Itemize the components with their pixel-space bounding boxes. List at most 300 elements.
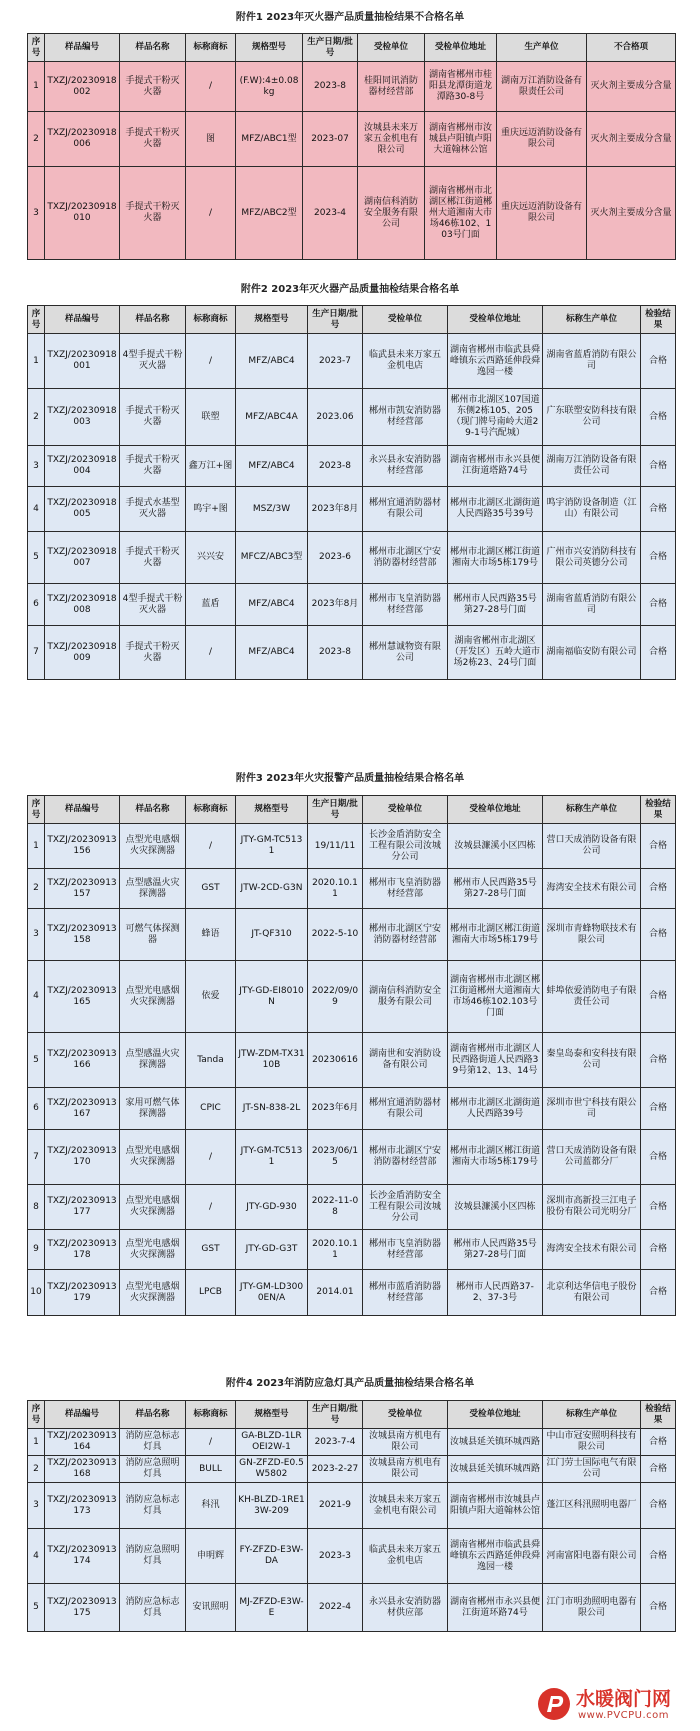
table-header — [28, 306, 676, 334]
table-row — [28, 487, 676, 532]
table-cell: 图 — [186, 112, 236, 167]
table-cell: 消防应急照明灯具 — [120, 1529, 186, 1584]
table-cell: 灭火剂主要成分含量 — [587, 112, 676, 167]
table-cell: 合格 — [641, 584, 676, 626]
table-cell: 灭火剂主要成分含量 — [587, 167, 676, 260]
table-cell: MFZ/ABC4 — [236, 584, 308, 626]
table-cell: 消防应急标志灯具 — [120, 1483, 186, 1529]
table-cell: 鸣宇+图 — [186, 487, 236, 532]
table-cell: TXZJ/20230918006 — [45, 112, 120, 167]
table-cell: / — [186, 334, 236, 389]
column-header: 样品编号 — [45, 306, 120, 334]
table-cell: 重庆远迈消防设备有限公司 — [497, 167, 587, 260]
table-cell: 3 — [28, 446, 45, 487]
table-row — [28, 1230, 676, 1270]
column-header: 标称生产单位 — [543, 1401, 641, 1429]
table-row — [28, 1429, 676, 1456]
table-cell: 手提式干粉灭火器 — [120, 626, 186, 680]
table-cell: 手提式干粉灭火器 — [120, 62, 186, 112]
table-cell: 手提式干粉灭火器 — [120, 167, 186, 260]
table-cell: KH-BLZD-1RE13W-209 — [236, 1483, 308, 1529]
table-cell: 湖南福临安防有限公司 — [543, 626, 641, 680]
table-cell: 合格 — [641, 389, 676, 446]
table-cell: 2023-8 — [303, 62, 358, 112]
table-cell: 消防应急标志灯具 — [120, 1429, 186, 1456]
table-cell: TXZJ/20230918007 — [45, 532, 120, 584]
watermark-site-url: www.PVCPU.com — [578, 1710, 670, 1721]
table-cell: 合格 — [641, 334, 676, 389]
table-cell: 郴州市飞皇消防器材经营部 — [363, 584, 448, 626]
table-cell: 2022-4 — [308, 1584, 363, 1632]
table-1-title: 附件1 2023年灭火器产品质量抽检结果不合格名单 — [235, 12, 465, 23]
table-cell: 安讯照明 — [186, 1584, 236, 1632]
table-cell: 重庆远迈消防设备有限公司 — [497, 112, 587, 167]
table-cell: TXZJ/20230913179 — [45, 1270, 120, 1316]
table-1-unqualified — [27, 33, 676, 260]
column-header: 检验结果 — [641, 796, 676, 824]
table-cell: 合格 — [641, 626, 676, 680]
table-row — [28, 1584, 676, 1632]
table-cell: 郴州市飞皇消防器材经营部 — [363, 869, 448, 909]
table-cell: 合格 — [641, 1483, 676, 1529]
column-header: 标称商标 — [186, 796, 236, 824]
table-cell: 湖南省郴州市汝城县卢阳镇卢阳大道翰林公馆 — [448, 1483, 543, 1529]
table-cell: 汝城县延关镇环城西路 — [448, 1429, 543, 1456]
table-cell: 湖南省郴州市临武县舜峰镇东云西路延伸段舜逸园一楼 — [448, 334, 543, 389]
table-cell: 8 — [28, 1185, 45, 1230]
table-cell: 10 — [28, 1270, 45, 1316]
table-cell: 6 — [28, 584, 45, 626]
table-cell: 4型手提式干粉灭火器 — [120, 334, 186, 389]
table-cell: 湖南省蓝盾消防有限公司 — [543, 584, 641, 626]
table-cell: 合格 — [641, 824, 676, 869]
table-cell: 蓬江区科汛照明电器厂 — [543, 1483, 641, 1529]
table-cell: 合格 — [641, 1130, 676, 1185]
watermark-site-name: 水暖阀门网 — [576, 1688, 672, 1710]
table-cell: 临武县未来万家五金机电店 — [363, 1529, 448, 1584]
table-cell: 合格 — [641, 532, 676, 584]
column-header: 标称商标 — [186, 34, 236, 62]
table-row — [28, 1529, 676, 1584]
table-cell: 2023年8月 — [308, 487, 363, 532]
column-header: 检验结果 — [641, 1401, 676, 1429]
column-header: 受检单位 — [363, 796, 448, 824]
table-cell: JT-SN-838-2L — [236, 1088, 308, 1130]
table-cell: 郴州市蓝盾消防器材经营部 — [363, 1270, 448, 1316]
table-cell: 4 — [28, 961, 45, 1033]
table-cell: 永兴县永安消防器材经营部 — [363, 446, 448, 487]
table-cell: GST — [186, 1230, 236, 1270]
table-cell: 2023年6月 — [308, 1088, 363, 1130]
table-cell: MFZ/ABC4 — [236, 626, 308, 680]
table-cell: (F.W):4±0.08kg — [236, 62, 303, 112]
table-cell: 汝城县濂溪小区四栋 — [448, 1185, 543, 1230]
table-cell: JTY-GM-LD3000EN/A — [236, 1270, 308, 1316]
table-cell: 广东联塑安防科技有限公司 — [543, 389, 641, 446]
table-row — [28, 1130, 676, 1185]
table-cell: FY-ZFZD-E3W-DA — [236, 1529, 308, 1584]
column-header: 受检单位地址 — [448, 796, 543, 824]
column-header: 检验结果 — [641, 306, 676, 334]
column-header: 样品编号 — [45, 34, 120, 62]
table-cell: 湖南省郴州市北湖区郴江街道郴州大道湘南大市场46栋102.103号门面 — [448, 961, 543, 1033]
table-cell: 郴州市北湖区北湖街道人民西路35号39号 — [448, 487, 543, 532]
table-cell: BULL — [186, 1456, 236, 1483]
table-cell: 2023-3 — [308, 1529, 363, 1584]
table-cell: 合格 — [641, 1584, 676, 1632]
table-cell: TXZJ/20230913166 — [45, 1033, 120, 1088]
table-cell: 永兴县永安消防器材供应部 — [363, 1584, 448, 1632]
table-cell: 湖南世和安消防设备有限公司 — [363, 1033, 448, 1088]
table-cell: 手提式干粉灭火器 — [120, 446, 186, 487]
table-cell: 汝城县未来万家五金机电有限公司 — [363, 1483, 448, 1529]
table-4-emergency-lights — [27, 1400, 676, 1632]
table-cell: 郴州市人民西路35号第27-28号门面 — [448, 584, 543, 626]
table-cell: 湖南省郴州市永兴县便江街道塔路74号 — [448, 446, 543, 487]
table-cell: 4型手提式干粉灭火器 — [120, 584, 186, 626]
table-cell: JTW-2CD-G3N — [236, 869, 308, 909]
table-cell: 湖南省蓝盾消防有限公司 — [543, 334, 641, 389]
table-cell: 深圳市高新投三江电子股份有限公司光明分厂 — [543, 1185, 641, 1230]
table-cell: TXZJ/20230918008 — [45, 584, 120, 626]
table-cell: 2020.10.11 — [308, 869, 363, 909]
table-cell: 2023-07 — [303, 112, 358, 167]
table-cell: 手提式干粉灭火器 — [120, 389, 186, 446]
table-cell: / — [186, 167, 236, 260]
table-cell: JTY-GD-G3T — [236, 1230, 308, 1270]
table-cell: 鸣宇消防设备制造（江山）有限公司 — [543, 487, 641, 532]
column-header: 标称商标 — [186, 306, 236, 334]
column-header: 规格型号 — [236, 306, 308, 334]
table-cell: 家用可燃气体探测器 — [120, 1088, 186, 1130]
table-cell: TXZJ/20230913173 — [45, 1483, 120, 1529]
table-cell: 2023.06 — [308, 389, 363, 446]
table-cell: MFCZ/ABC3型 — [236, 532, 308, 584]
column-header: 标称生产单位 — [543, 796, 641, 824]
column-header: 不合格项 — [587, 34, 676, 62]
table-cell: / — [186, 824, 236, 869]
table-cell: 郴州市北湖区北湖街道人民西路39号 — [448, 1088, 543, 1130]
table-cell: 郴州市飞皇消防器材经营部 — [363, 1230, 448, 1270]
table-cell: 2023-8 — [308, 446, 363, 487]
column-header: 规格型号 — [236, 34, 303, 62]
table-cell: 营口天成消防设备有限公司蓝都分厂 — [543, 1130, 641, 1185]
table-cell: / — [186, 626, 236, 680]
table-row — [28, 62, 676, 112]
column-header: 样品编号 — [45, 1401, 120, 1429]
table-cell: 北京利达华信电子股份有限公司 — [543, 1270, 641, 1316]
table-cell: TXZJ/20230918001 — [45, 334, 120, 389]
table-cell: LPCB — [186, 1270, 236, 1316]
table-cell: 郴州市凯安消防器材经营部 — [363, 389, 448, 446]
table-cell: TXZJ/20230913178 — [45, 1230, 120, 1270]
table-cell: 湖南万江消防设备有限责任公司 — [497, 62, 587, 112]
table-cell: 依爱 — [186, 961, 236, 1033]
table-cell: 2 — [28, 112, 45, 167]
table-cell: 9 — [28, 1230, 45, 1270]
table-cell: 郴州宜通消防器材有限公司 — [363, 1088, 448, 1130]
table-cell: 2022-11-08 — [308, 1185, 363, 1230]
column-header: 序号 — [28, 1401, 45, 1429]
table-cell: 3 — [28, 1483, 45, 1529]
table-cell: TXZJ/20230913170 — [45, 1130, 120, 1185]
table-cell: 长沙金盾消防安全工程有限公司汝城分公司 — [363, 1185, 448, 1230]
table-cell: GN-ZFZD-E0.5W5802 — [236, 1456, 308, 1483]
table-3-fire-alarms — [27, 795, 676, 1316]
table-cell: 2022/09/09 — [308, 961, 363, 1033]
table-cell: 湖南省郴州市北湖区郴江街道郴州大道湘南大市场46栋102、103号门面 — [425, 167, 497, 260]
table-cell: 2023-7 — [308, 334, 363, 389]
table-cell: 19/11/11 — [308, 824, 363, 869]
table-row — [28, 626, 676, 680]
table-cell: 广州市兴安消防科技有限公司英德分公司 — [543, 532, 641, 584]
table-cell: / — [186, 62, 236, 112]
column-header: 标称生产单位 — [543, 306, 641, 334]
table-cell: 点型光电感烟火灾探测器 — [120, 1230, 186, 1270]
table-row — [28, 1185, 676, 1230]
table-cell: MFZ/ABC4A — [236, 389, 308, 446]
column-header: 受检单位地址 — [425, 34, 497, 62]
table-cell: MFZ/ABC2型 — [236, 167, 303, 260]
table-cell: 1 — [28, 1429, 45, 1456]
table-cell: 2023-2-27 — [308, 1456, 363, 1483]
table-cell: TXZJ/20230918003 — [45, 389, 120, 446]
column-header: 生产单位 — [497, 34, 587, 62]
table-row — [28, 909, 676, 961]
table-cell: 合格 — [641, 1270, 676, 1316]
table-cell: 湖南省郴州市临武县舜峰镇东云西路延伸段舜逸园一楼 — [448, 1529, 543, 1584]
table-cell: 2021-9 — [308, 1483, 363, 1529]
table-cell: 郴州慧诚物资有限公司 — [363, 626, 448, 680]
table-cell: 营口天成消防设备有限公司 — [543, 824, 641, 869]
table-cell: 河南富阳电器有限公司 — [543, 1529, 641, 1584]
table-cell: 郴州市北湖区宁安消防器材经营部 — [363, 1130, 448, 1185]
column-header: 受检单位 — [363, 1401, 448, 1429]
table-cell: 20230616 — [308, 1033, 363, 1088]
table-cell: TXZJ/20230913174 — [45, 1529, 120, 1584]
table-cell: TXZJ/20230918004 — [45, 446, 120, 487]
table-cell: 点型光电感烟火灾探测器 — [120, 1270, 186, 1316]
table-row — [28, 961, 676, 1033]
table-cell: 合格 — [641, 1088, 676, 1130]
table-cell: TXZJ/20230913165 — [45, 961, 120, 1033]
table-cell: 郴州宜通消防器材有限公司 — [363, 487, 448, 532]
table-cell: 联塑 — [186, 389, 236, 446]
table-cell: TXZJ/20230918005 — [45, 487, 120, 532]
table-row — [28, 869, 676, 909]
table-cell: 2 — [28, 1456, 45, 1483]
table-row — [28, 389, 676, 446]
table-cell: 合格 — [641, 1529, 676, 1584]
table-row — [28, 1456, 676, 1483]
table-cell: 点型感温火灾探测器 — [120, 1033, 186, 1088]
table-cell: 合格 — [641, 1230, 676, 1270]
table-cell: TXZJ/20230913156 — [45, 824, 120, 869]
table-cell: 手提式干粉灭火器 — [120, 112, 186, 167]
column-header: 序号 — [28, 34, 45, 62]
table-cell: 6 — [28, 1088, 45, 1130]
column-header: 样品名称 — [120, 34, 186, 62]
table-cell: TXZJ/20230913177 — [45, 1185, 120, 1230]
table-cell: Tanda — [186, 1033, 236, 1088]
table-cell: 1 — [28, 334, 45, 389]
table-cell: 湖南省郴州市汝城县卢阳镇卢阳大道翰林公馆 — [425, 112, 497, 167]
table-cell: 2 — [28, 389, 45, 446]
table-cell: 2023-8 — [308, 626, 363, 680]
table-cell: JT-QF310 — [236, 909, 308, 961]
table-cell: 5 — [28, 532, 45, 584]
table-cell: 点型光电感烟火灾探测器 — [120, 1130, 186, 1185]
table-cell: 合格 — [641, 1429, 676, 1456]
table-2-title: 附件2 2023年灭火器产品质量抽检结果合格名单 — [240, 284, 460, 295]
table-cell: 合格 — [641, 1456, 676, 1483]
table-cell: 海湾安全技术有限公司 — [543, 869, 641, 909]
table-cell: GA-BLZD-1LROEI2W-1 — [236, 1429, 308, 1456]
table-cell: 手提式干粉灭火器 — [120, 532, 186, 584]
table-cell: 郴州市北湖区宁安消防器材经营部 — [363, 532, 448, 584]
table-cell: 郴州市人民西路35号第27-28号门面 — [448, 1230, 543, 1270]
table-3-title: 附件3 2023年火灾报警产品质量抽检结果合格名单 — [235, 773, 465, 784]
table-cell: MSZ/3W — [236, 487, 308, 532]
table-cell: JTW-ZDM-TX3110B — [236, 1033, 308, 1088]
table-cell: JTY-GM-TC5131 — [236, 824, 308, 869]
table-cell: 汝城县延关镇环城西路 — [448, 1456, 543, 1483]
table-2-fire-extinguishers — [27, 305, 676, 680]
table-cell: 桂阳同讯消防器材经营部 — [358, 62, 425, 112]
table-cell: 郴州市人民西路35号第27-28号门面 — [448, 869, 543, 909]
table-cell: 合格 — [641, 869, 676, 909]
table-cell: TXZJ/20230913167 — [45, 1088, 120, 1130]
table-cell: 湖南省郴州市桂阳县龙潭街道龙潭路30-8号 — [425, 62, 497, 112]
column-header: 生产日期/批号 — [308, 796, 363, 824]
table-cell: 2022-5-10 — [308, 909, 363, 961]
table-header — [28, 34, 676, 62]
table-cell: MJ-ZFZD-E3W-E — [236, 1584, 308, 1632]
table-cell: 长沙金盾消防安全工程有限公司汝城分公司 — [363, 824, 448, 869]
table-cell: 郴州市北湖区107国道东侧2栋105、205（现门牌号南岭大道29-1号汽配城） — [448, 389, 543, 446]
table-cell: 2023-4 — [303, 167, 358, 260]
column-header: 标称商标 — [186, 1401, 236, 1429]
table-cell: 3 — [28, 167, 45, 260]
table-cell: 合格 — [641, 1185, 676, 1230]
table-cell: 灭火剂主要成分含量 — [587, 62, 676, 112]
column-header: 序号 — [28, 796, 45, 824]
table-cell: 点型光电感烟火灾探测器 — [120, 961, 186, 1033]
table-cell: 点型光电感烟火灾探测器 — [120, 1185, 186, 1230]
table-cell: 蓝盾 — [186, 584, 236, 626]
table-cell: 2023-7-4 — [308, 1429, 363, 1456]
table-cell: 汝城县南方机电有限公司 — [363, 1456, 448, 1483]
column-header: 受检单位地址 — [448, 1401, 543, 1429]
watermark — [536, 1682, 696, 1728]
table-cell: 点型感温火灾探测器 — [120, 869, 186, 909]
table-cell: JTY-GM-TC5131 — [236, 1130, 308, 1185]
table-cell: 蜂语 — [186, 909, 236, 961]
table-cell: 2 — [28, 869, 45, 909]
column-header: 序号 — [28, 306, 45, 334]
table-cell: JTY-GD-EI8010N — [236, 961, 308, 1033]
table-cell: 蚌埠依爱消防电子有限责任公司 — [543, 961, 641, 1033]
table-cell: 江门市明劲照明电器有限公司 — [543, 1584, 641, 1632]
table-cell: MFZ/ABC4 — [236, 446, 308, 487]
table-cell: 合格 — [641, 1033, 676, 1088]
table-cell: 郴州市北湖区郴江街道湘南大市场5栋179号 — [448, 909, 543, 961]
table-cell: 鑫万江+图 — [186, 446, 236, 487]
table-cell: GST — [186, 869, 236, 909]
column-header: 规格型号 — [236, 1401, 308, 1429]
table-cell: / — [186, 1185, 236, 1230]
table-cell: 湖南省郴州市北湖区（开发区）五岭大道市场2栋23、24号门面 — [448, 626, 543, 680]
column-header: 样品编号 — [45, 796, 120, 824]
table-cell: 湖南万江消防设备有限责任公司 — [543, 446, 641, 487]
column-header: 受检单位 — [358, 34, 425, 62]
table-cell: 兴兴安 — [186, 532, 236, 584]
table-cell: 深圳市世宁科技有限公司 — [543, 1088, 641, 1130]
table-cell: 4 — [28, 1529, 45, 1584]
table-cell: TXZJ/20230918010 — [45, 167, 120, 260]
table-cell: 消防应急照明灯具 — [120, 1456, 186, 1483]
table-cell: 中山市冠安照明科技有限公司 — [543, 1429, 641, 1456]
table-cell: 点型光电感烟火灾探测器 — [120, 824, 186, 869]
table-4-title: 附件4 2023年消防应急灯具产品质量抽检结果合格名单 — [225, 1378, 475, 1389]
table-cell: 汝城县濂溪小区四栋 — [448, 824, 543, 869]
table-cell: 2023-6 — [308, 532, 363, 584]
table-cell: 2023年8月 — [308, 584, 363, 626]
table-cell: TXZJ/20230913168 — [45, 1456, 120, 1483]
table-cell: TXZJ/20230913157 — [45, 869, 120, 909]
table-cell: CPIC — [186, 1088, 236, 1130]
table-cell: 1 — [28, 824, 45, 869]
table-cell: 2014.01 — [308, 1270, 363, 1316]
column-header: 生产日期/批号 — [308, 306, 363, 334]
table-cell: 7 — [28, 626, 45, 680]
table-cell: 湖南信科消防安全服务有限公司 — [363, 961, 448, 1033]
column-header: 受检单位地址 — [448, 306, 543, 334]
table-cell: 汝城县未来万家五金机电有限公司 — [358, 112, 425, 167]
table-row — [28, 167, 676, 260]
table-row — [28, 446, 676, 487]
table-cell: 4 — [28, 487, 45, 532]
table-header — [28, 1401, 676, 1429]
column-header: 生产日期/批号 — [303, 34, 358, 62]
table-cell: JTY-GD-930 — [236, 1185, 308, 1230]
table-row — [28, 112, 676, 167]
table-row — [28, 532, 676, 584]
table-header — [28, 796, 676, 824]
table-cell: 湖南省郴州市北湖区人民西路街道人民西路39号第12、13、14号 — [448, 1033, 543, 1088]
table-cell: 湖南信科消防安全服务有限公司 — [358, 167, 425, 260]
table-cell: 郴州市人民西路37-2、37-3号 — [448, 1270, 543, 1316]
table-row — [28, 584, 676, 626]
table-cell: TXZJ/20230913158 — [45, 909, 120, 961]
table-cell: MFZ/ABC1型 — [236, 112, 303, 167]
column-header: 生产日期/批号 — [308, 1401, 363, 1429]
column-header: 样品名称 — [120, 1401, 186, 1429]
table-cell: 江门劳士国际电气有限公司 — [543, 1456, 641, 1483]
column-header: 受检单位 — [363, 306, 448, 334]
table-cell: MFZ/ABC4 — [236, 334, 308, 389]
column-header: 样品名称 — [120, 306, 186, 334]
table-cell: 1 — [28, 62, 45, 112]
table-cell: 3 — [28, 909, 45, 961]
column-header: 样品名称 — [120, 796, 186, 824]
table-cell: TXZJ/20230913175 — [45, 1584, 120, 1632]
table-cell: 合格 — [641, 961, 676, 1033]
site-logo-icon — [536, 1686, 572, 1722]
table-row — [28, 1088, 676, 1130]
table-cell: 科汛 — [186, 1483, 236, 1529]
table-row — [28, 1270, 676, 1316]
